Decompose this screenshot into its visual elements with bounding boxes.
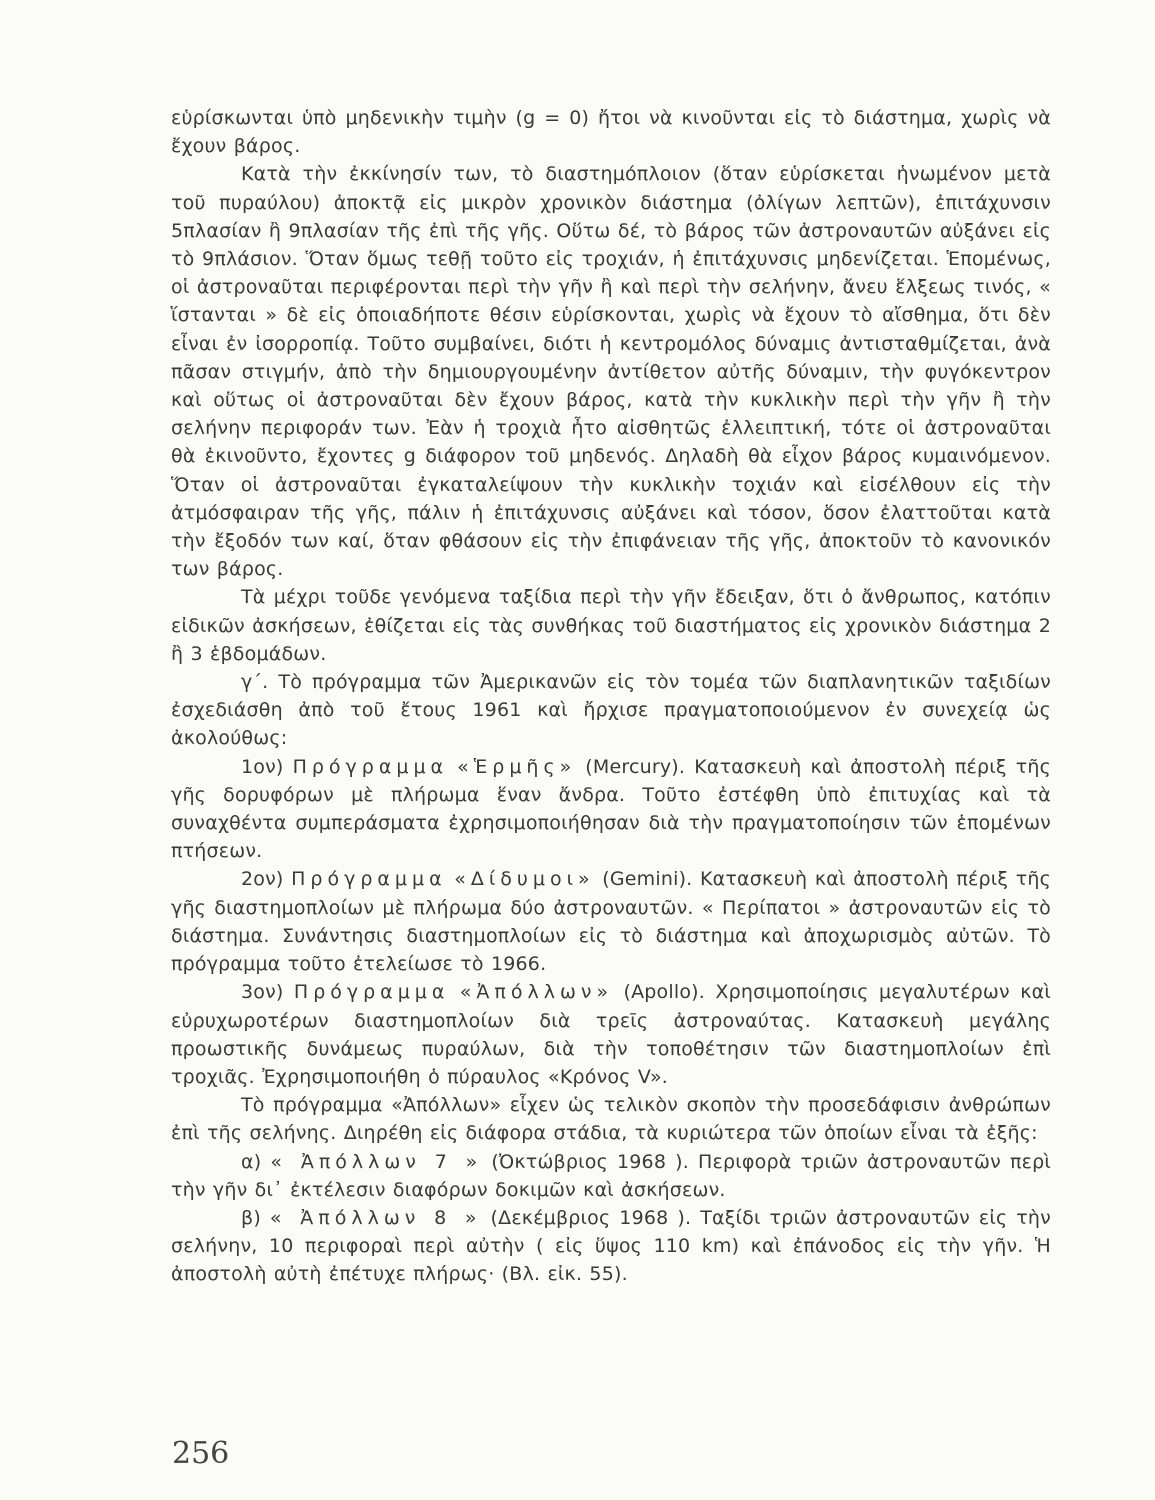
program-item-mercury <box>171 753 1051 866</box>
mission-name: « Ἀπόλλων 8 » <box>269 1206 482 1229</box>
mission-item-apollo-8 <box>171 1204 1051 1289</box>
mission-name: « Ἀπόλλων 7 » <box>270 1150 483 1173</box>
mission-letter: β) <box>241 1206 261 1229</box>
program-number: 1ον) <box>241 755 284 778</box>
program-name: «Ἀπόλλων» <box>459 981 614 1004</box>
page-body <box>171 104 1051 1289</box>
program-name: «Δίδυμοι» <box>454 868 595 891</box>
program-english-name: (Mercury). <box>585 755 686 778</box>
program-description: Χρησιμοποίησις μεγαλυτέρων καὶ εὐρυχωροτέρων διαστημοπλοίων διὰ τρεῖς ἀστροναύτας. Κατασκευὴ μεγάλης προωστικῆς δυνάμεως πυραύλων, διὰ τὴν τοποθέτησιν τῶν διαστημοπλοίων ἐπὶ τροχιᾶς. Ἐχρησιμοποιήθη ὁ πύραυλος «Κρόνος V». <box>171 981 1051 1088</box>
mission-item-apollo-7 <box>171 1148 1051 1204</box>
mission-date: (Ὀκτώβριος 1968 ). <box>491 1150 690 1173</box>
mission-description: Περιφορὰ τριῶν ἀστροναυτῶν περὶ τὴν γῆν δι᾿ ἐκτέλεσιν διαφόρων δοκιμῶν καὶ ἀσκήσεων. <box>171 1150 1051 1201</box>
mission-date: (Δεκέμβριος 1968 ). <box>490 1206 692 1229</box>
program-description: Κατασκευὴ καὶ ἀποστολὴ πέριξ τῆς γῆς δορυφόρων μὲ πλήρωμα ἕναν ἄνδρα. Τοῦτο ἐστέφθη ὑπὸ ἐπιτυχίας καὶ τὰ συναχθέντα συμπεράσματα ἐχρησιμοποιήθησαν διὰ τὴν πραγματοποίησιν τῶν ἑπομένων πτήσεων. <box>171 755 1051 863</box>
program-label: Πρόγραμμα <box>291 868 447 891</box>
program-item-apollo <box>171 978 1051 1091</box>
paragraph: εὑρίσκωνται ὑπὸ μηδενικὴν τιμὴν (g = 0) ἤτοι νὰ κινοῦνται εἰς τὸ διάστημα, χωρὶς νὰ ἔχουν βάρος. <box>171 107 1051 158</box>
paragraph: Κατὰ τὴν ἐκκίνησίν των, τὸ διαστημόπλοιον (ὅταν εὑρίσκεται ἡνωμένον μετὰ τοῦ πυραύλου) ἀποκτᾷ εἰς μικρὸν χρονικὸν διάστημα (ὀλίγων λεπτῶν), ἐπιτάχυνσιν 5πλασίαν ἢ 9πλασίαν τῆς ἐπὶ τῆς γῆς. Οὕτω δέ, τὸ βάρος τῶν ἀστροναυτῶν αὐξάνει εἰς τὸ 9πλάσιον. Ὅταν ὅμως τεθῇ τοῦτο εἰς τροχιάν, ἡ ἐπιτάχυνσις μηδενίζεται. Ἑπομένως, οἱ ἀστροναῦται περιφέρονται περὶ τὴν γῆν ἢ καὶ περὶ τὴν σελήνην, ἄνευ ἕλξεως τινός, « ἵστανται » δὲ εἰς ὁποιαδήποτε θέσιν εὑρίσκονται, χωρὶς νὰ ἔχουν τὸ αἴσθημα, ὅτι δὲν εἶναι ἐν ἰσορροπίᾳ. Τοῦτο συμβαίνει, διότι ἡ κεντρομόλος δύναμις ἀντισταθμίζεται, ἀνὰ πᾶσαν στιγμήν, ἀπὸ τὴν δημιουργουμένην ἀντίθετον αὐτῆς δύναμιν, τὴν φυγόκεντρον καὶ οὕτως οἱ ἀστροναῦται δὲν ἔχουν βάρος, κατὰ τὴν κυκλικὴν περὶ τὴν γῆν ἢ τὴν σελήνην περιφοράν των. Ἐὰν ἡ τροχιὰ ἦτο αἰσθητῶς ἐλλειπτική, τότε οἱ ἀστροναῦται θὰ ἐκινοῦντο, ἔχοντες g διάφορον τοῦ μηδενός. Δηλαδὴ θὰ εἶχον βάρος κυμαινόμενον. Ὅταν οἱ ἀστροναῦται ἐγκαταλείψουν τὴν κυκλικὴν τοχιάν καὶ εἰσέλθουν εἰς τὴν ἀτμόσφαιραν τῆς γῆς, πάλιν ἡ ἐπιτάχυνσις αὐξάνει καὶ τόσον, ὅσον ἐλαττοῦται κατὰ τὴν ἔξοδόν των καί, ὅταν φθάσουν εἰς τὴν ἐπιφάνειαν τῆς γῆς, ἀποκτοῦν τὸ κανονικόν των βάρος. <box>171 163 1051 581</box>
mission-description: Ταξίδι τριῶν ἀστροναυτῶν εἰς τὴν σελήνην, 10 περιφοραὶ περὶ αὐτὴν ( εἰς ὕψος 110 km) καὶ ἐπάνοδος εἰς τὴν γῆν. Ἡ ἀποστολὴ αὐτὴ ἐπέτυχε πλήρως· (Βλ. εἰκ. 55). <box>171 1206 1051 1286</box>
mission-letter: α) <box>241 1150 262 1173</box>
program-english-name: (Apollo). <box>623 981 705 1004</box>
program-label: Πρόγραμμα <box>293 981 450 1004</box>
paragraph-apollo-intro: Τὸ πρόγραμμα «Ἀπόλλων» εἶχεν ὡς τελικὸν σκοπὸν τὴν προσεδάφισιν ἀνθρώπων ἐπὶ τῆς σελήνης. Διηρέθη εἰς διάφορα στάδια, τὰ κυριώτερα τῶν ὁποίων εἶναι τὰ ἑξῆς: <box>171 1094 1051 1145</box>
program-english-name: (Gemini). <box>602 868 693 891</box>
page-number: 256 <box>172 1436 230 1471</box>
program-description: Κατασκευὴ καὶ ἀποστολὴ πέριξ τῆς γῆς διαστημοπλοίων μὲ πλήρωμα δύο ἀστροναυτῶν. « Περίπατοι » ἀστροναυτῶν εἰς τὸ διάστημα. Συνάντησις διαστημοπλοίων εἰς τὸ διάστημα καὶ ἀποχωρισμὸς αὐτῶν. Τὸ πρόγραμμα τοῦτο ἐτελείωσε τὸ 1966. <box>171 868 1051 976</box>
program-item-gemini <box>171 865 1051 978</box>
program-label: Πρόγραμμα <box>292 755 449 778</box>
paragraph: Τὰ μέχρι τοῦδε γενόμενα ταξίδια περὶ τὴν γῆν ἔδειξαν, ὅτι ὁ ἄνθρωπος, κατόπιν εἰδικῶν ἀσκήσεων, ἐθίζεται εἰς τὰς συνθήκας τοῦ διαστήματος εἰς χρονικὸν διάστημα 2 ἢ 3 ἑβδομάδων. <box>171 586 1051 665</box>
program-name: «Ἑρμῆς» <box>457 755 577 778</box>
program-number: 3ον) <box>241 981 284 1004</box>
paragraph: γ΄. Τὸ πρόγραμμα τῶν Ἀμερικανῶν εἰς τὸν τομέα τῶν διαπλανητικῶν ταξιδίων ἐσχεδιάσθη ἀπὸ τοῦ ἔτους 1961 καὶ ἤρχισε πραγματοποιούμενον ἐν συνεχείᾳ ὡς ἀκολούθως: <box>171 671 1051 750</box>
program-number: 2ον) <box>241 868 284 891</box>
